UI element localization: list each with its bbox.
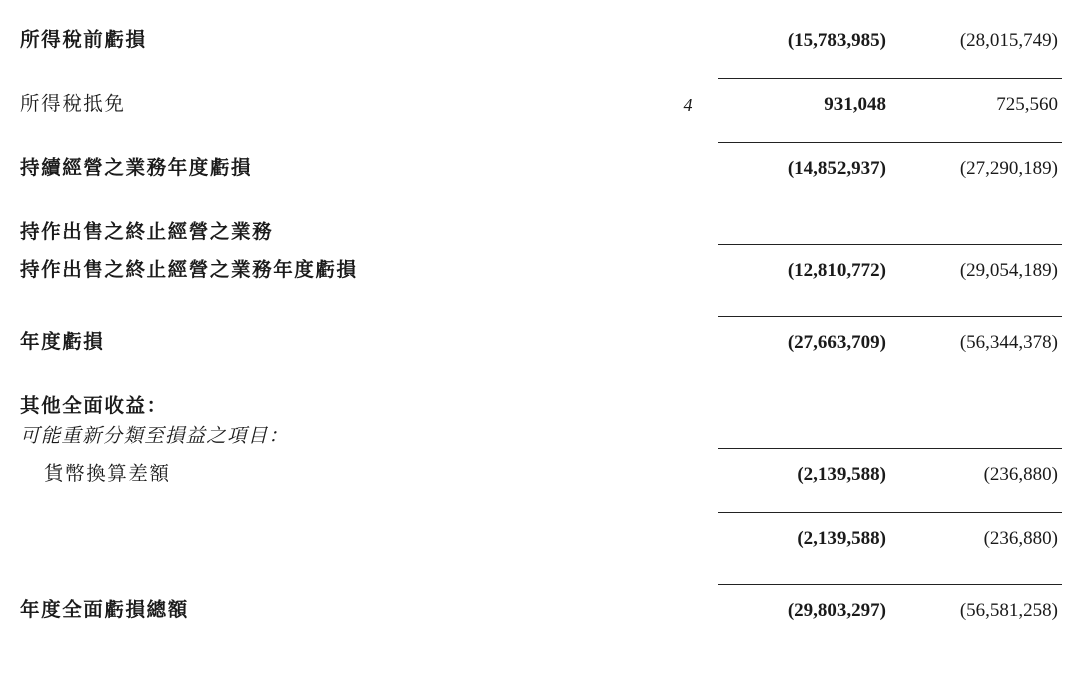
- row-previous-value: (28,015,749): [959, 30, 1058, 51]
- spacer-row: [18, 486, 1062, 512]
- spacer-row: [18, 52, 1062, 78]
- row-note: [658, 14, 718, 52]
- spacer-row: [18, 116, 1062, 142]
- table-row: [18, 418, 1062, 448]
- spacer-row: [18, 180, 1062, 214]
- row-current-value: (15,783,985): [787, 30, 886, 51]
- row-previous-value: [890, 214, 1062, 244]
- row-label: 貨幣換算差額: [44, 464, 171, 485]
- table-row: [18, 316, 1062, 354]
- row-note: [658, 388, 718, 418]
- row-previous-value: (27,290,189): [890, 142, 1062, 180]
- row-note: [658, 512, 718, 550]
- row-label: 所得稅前虧損: [20, 30, 147, 51]
- table-row: [18, 78, 1062, 116]
- row-previous-value: [890, 388, 1062, 418]
- row-note: [658, 316, 718, 354]
- row-current-value: (12,810,772): [718, 244, 890, 282]
- row-current-value: [718, 418, 890, 448]
- financial-statement-table: [18, 14, 1062, 622]
- row-current-value: (29,803,297): [718, 584, 890, 622]
- table-row: [18, 388, 1062, 418]
- row-previous-value: (236,880): [890, 512, 1062, 550]
- spacer-row: [18, 282, 1062, 316]
- row-note: [658, 244, 718, 282]
- row-label: 所得稅抵免: [20, 94, 126, 115]
- row-label: 可能重新分類至損益之項目：: [20, 426, 290, 447]
- row-current-value: 931,048: [718, 78, 890, 116]
- row-note: [658, 142, 718, 180]
- row-label: 其他全面收益：: [20, 396, 168, 417]
- spacer-row: [18, 550, 1062, 584]
- row-current-value: (2,139,588): [718, 448, 890, 486]
- row-label: 持作出售之終止經營之業務: [20, 222, 274, 243]
- row-previous-value: (29,054,189): [890, 244, 1062, 282]
- table-row: [18, 512, 1062, 550]
- table-row: [18, 142, 1062, 180]
- row-current-value: (14,852,937): [718, 142, 890, 180]
- spacer-row: [18, 354, 1062, 388]
- row-previous-value: [890, 418, 1062, 448]
- table-row: [18, 448, 1062, 486]
- row-label: 持續經營之業務年度虧損: [20, 158, 253, 179]
- row-previous-value: (56,581,258): [890, 584, 1062, 622]
- row-current-value: [718, 214, 890, 244]
- table-row: [18, 14, 1062, 52]
- row-label: 年度虧損: [20, 332, 105, 353]
- row-note: [658, 584, 718, 622]
- table-row: [18, 214, 1062, 244]
- row-note: 4: [683, 95, 693, 115]
- row-note: [658, 448, 718, 486]
- row-current-value: (2,139,588): [718, 512, 890, 550]
- row-label: 年度全面虧損總額: [20, 600, 189, 621]
- row-current-value: [718, 388, 890, 418]
- row-previous-value: (56,344,378): [890, 316, 1062, 354]
- table-row: [18, 244, 1062, 282]
- row-label: 持作出售之終止經營之業務年度虧損: [20, 260, 358, 281]
- row-previous-value: 725,560: [890, 78, 1062, 116]
- row-note: [658, 418, 718, 448]
- row-label: [18, 512, 658, 550]
- row-current-value: (27,663,709): [718, 316, 890, 354]
- statement-page: [0, 14, 1080, 691]
- row-previous-value: (236,880): [890, 448, 1062, 486]
- row-note: [658, 214, 718, 244]
- table-row: [18, 584, 1062, 622]
